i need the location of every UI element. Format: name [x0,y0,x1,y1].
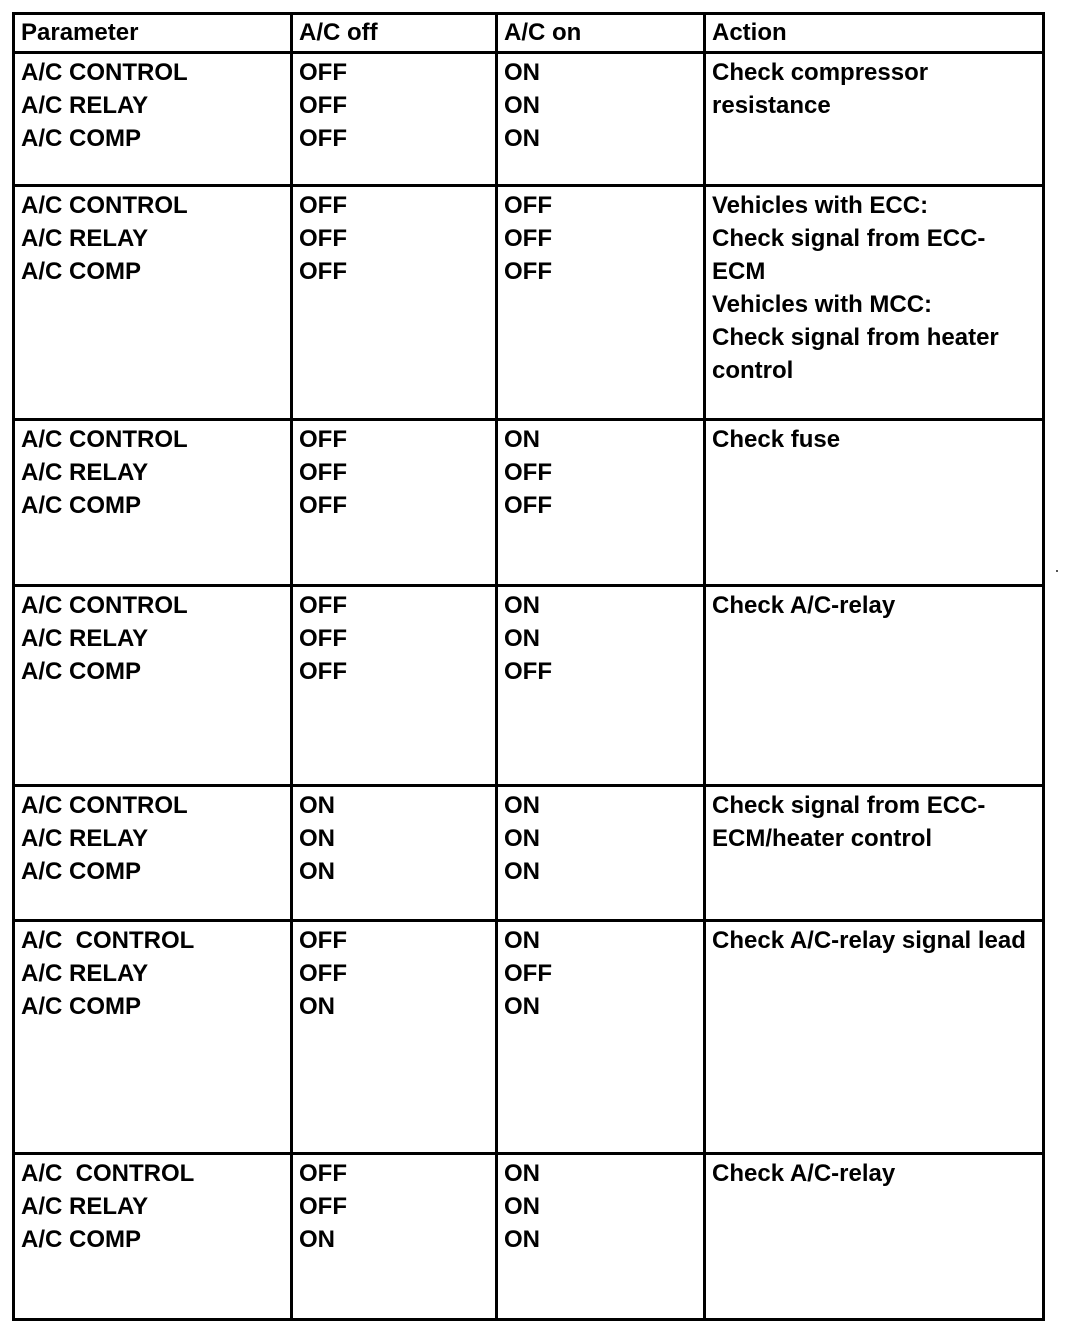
state-value: ON [504,92,540,119]
state-value: ON [299,825,335,852]
scan-speck [1056,570,1058,572]
header-row [14,14,1044,53]
state-value: ON [504,825,540,852]
parameter-cell [14,53,292,186]
state-value: OFF [299,59,347,86]
ac-on-cell [497,586,705,786]
ac-on-cell [497,921,705,1154]
diagnostic-table [12,12,1045,1321]
header-parameter: Parameter [14,14,292,53]
table-row [14,786,1044,921]
action-text: Check signal from heater control [712,324,999,384]
state-value: OFF [299,192,347,219]
state-value: OFF [299,459,347,486]
parameter-label: A/C COMP [21,1226,141,1253]
parameter-label: A/C CONTROL [21,927,195,954]
ac-off-cell [292,53,497,186]
action-cell [705,1154,1044,1320]
state-value: ON [299,858,335,885]
state-value: ON [504,592,540,619]
state-value: OFF [504,258,552,285]
parameter-label: A/C COMP [21,258,141,285]
action-cell [705,420,1044,586]
ac-off-cell [292,186,497,420]
parameter-label: A/C RELAY [21,459,149,486]
parameter-cell [14,786,292,921]
parameter-label: A/C CONTROL [21,59,188,86]
parameter-label: A/C COMP [21,492,141,519]
parameter-cell [14,186,292,420]
state-value: ON [504,1226,540,1253]
state-value: OFF [504,459,552,486]
action-cell [705,786,1044,921]
state-value: ON [299,1226,335,1253]
parameter-cell [14,420,292,586]
state-value: OFF [299,592,347,619]
parameter-label: A/C RELAY [21,225,149,252]
action-text: Check A/C-relay signal lead [712,927,1026,954]
ac-on-cell [497,786,705,921]
state-value: OFF [299,658,347,685]
ac-off-cell [292,921,497,1154]
parameter-label: A/C COMP [21,993,141,1020]
state-value: ON [504,993,540,1020]
parameter-label: A/C CONTROL [21,192,188,219]
table-row [14,186,1044,420]
state-value: ON [504,426,540,453]
action-text: Check A/C-relay [712,592,896,619]
action-text: Check fuse [712,426,841,453]
state-value: OFF [299,125,347,152]
state-value: OFF [504,492,552,519]
parameter-label: A/C COMP [21,125,141,152]
action-cell [705,921,1044,1154]
state-value: ON [504,125,540,152]
parameter-label: A/C CONTROL [21,426,188,453]
parameter-label: A/C CONTROL [21,1160,195,1187]
header-ac-on: A/C on [497,14,705,53]
parameter-label: A/C RELAY [21,625,149,652]
parameter-label: A/C RELAY [21,825,149,852]
state-value: OFF [299,92,347,119]
state-value: OFF [299,1193,347,1220]
state-value: ON [299,792,335,819]
state-value: OFF [299,927,347,954]
ac-off-cell [292,786,497,921]
state-value: OFF [299,225,347,252]
table-row [14,420,1044,586]
state-value: ON [504,1193,540,1220]
table-row [14,586,1044,786]
action-text: Check compressor resistance [712,59,929,119]
ac-off-cell [292,586,497,786]
ac-on-cell [497,1154,705,1320]
action-text: Check signal from ECC-ECM [712,225,986,285]
parameter-label: A/C COMP [21,658,141,685]
parameter-label: A/C COMP [21,858,141,885]
state-value: ON [504,792,540,819]
parameter-label: A/C RELAY [21,960,149,987]
state-value: ON [504,625,540,652]
state-value: ON [504,927,540,954]
state-value: OFF [504,225,552,252]
parameter-label: A/C CONTROL [21,792,188,819]
table-row [14,53,1044,186]
action-text: Check signal from ECC-ECM/heater control [712,792,986,852]
state-value: ON [299,993,335,1020]
state-value: OFF [299,625,347,652]
state-value: OFF [299,960,347,987]
parameter-label: A/C CONTROL [21,592,188,619]
parameter-cell [14,586,292,786]
ac-off-cell [292,1154,497,1320]
action-cell [705,186,1044,420]
parameter-label: A/C RELAY [21,92,149,119]
ac-on-cell [497,420,705,586]
action-heading-ecc: Vehicles with ECC: [712,192,929,219]
action-text: Check A/C-relay [712,1160,896,1187]
state-value: ON [504,59,540,86]
ac-on-cell [497,186,705,420]
state-value: OFF [504,192,552,219]
state-value: ON [504,1160,540,1187]
ac-on-cell [497,53,705,186]
table-row [14,921,1044,1154]
parameter-cell [14,921,292,1154]
header-action: Action [705,14,1044,53]
state-value: OFF [299,258,347,285]
parameter-label: A/C RELAY [21,1193,149,1220]
action-heading-mcc: Vehicles with MCC: [712,291,933,318]
parameter-cell [14,1154,292,1320]
state-value: OFF [504,960,552,987]
state-value: ON [504,858,540,885]
state-value: OFF [299,1160,347,1187]
table-row [14,1154,1044,1320]
state-value: OFF [504,658,552,685]
ac-off-cell [292,420,497,586]
action-cell [705,53,1044,186]
state-value: OFF [299,426,347,453]
action-cell [705,586,1044,786]
state-value: OFF [299,492,347,519]
header-ac-off: A/C off [292,14,497,53]
